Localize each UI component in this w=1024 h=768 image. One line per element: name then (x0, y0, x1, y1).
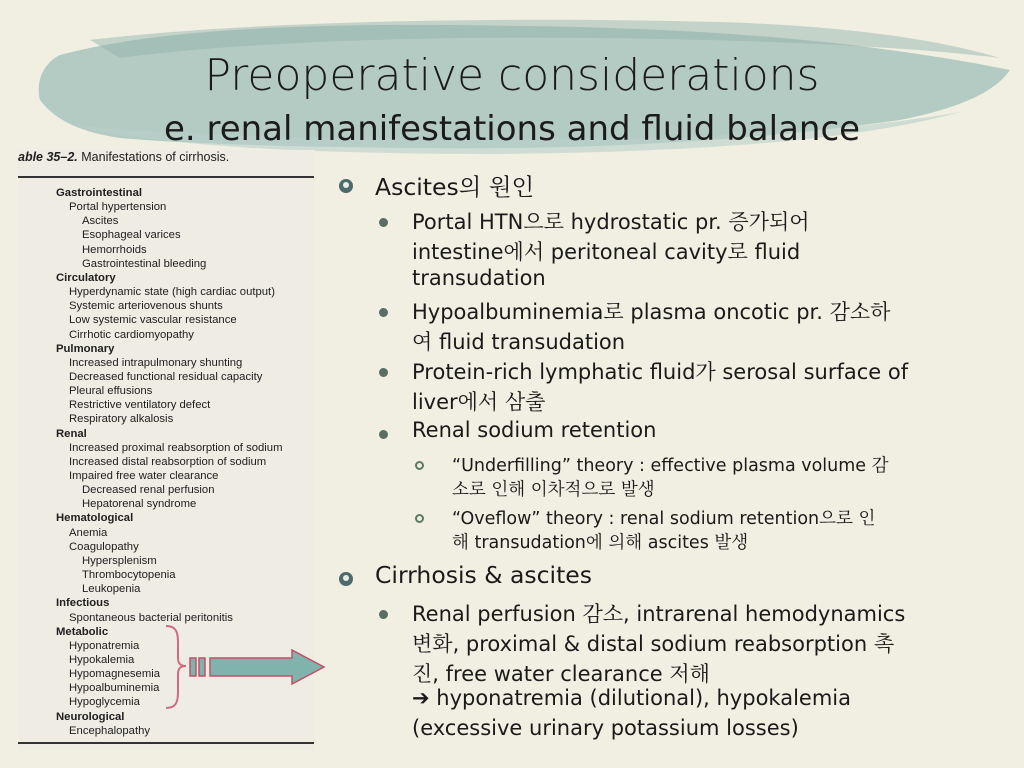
table-bottom-rule (18, 742, 314, 744)
table-row: Encephalopathy (69, 724, 151, 737)
bullet-text: “Oveflow” theory : renal sodium retention으로 인 (452, 509, 876, 529)
bullet-text: transudation (412, 266, 546, 290)
table-category: Neurological (56, 710, 125, 723)
circle-bullet-icon (415, 461, 424, 470)
table-row: Leukopenia (82, 583, 141, 596)
table-row: Hypokalemia (69, 653, 135, 666)
bullet-text: Renal sodium retention (412, 418, 657, 442)
bullet-text: Ascites의 원인 (375, 173, 535, 201)
table-label: able 35–2. (18, 150, 78, 164)
table-row: Low systemic vascular resistance (69, 314, 237, 327)
table-row: Increased intrapulmonary shunting (69, 356, 243, 369)
bullet-text: 진, free water clearance 저해 (412, 662, 710, 686)
table-row: Esophageal varices (82, 229, 181, 242)
arrow-tail-bar-2 (199, 658, 205, 676)
table-row: Hypersplenism (82, 554, 157, 567)
table-category: Hematological (56, 512, 134, 525)
table-top-rule (18, 176, 314, 178)
dot-bullet-icon (379, 218, 388, 227)
right-arrow-icon (210, 650, 324, 684)
dot-bullet-icon (379, 368, 388, 377)
table-category: Infectious (56, 597, 110, 610)
table-row: Decreased functional residual capacity (69, 370, 263, 383)
brace-icon (166, 626, 186, 708)
table-row: Gastrointestinal bleeding (82, 257, 207, 270)
table-row: Ascites (82, 215, 119, 228)
ring-bullet-icon (339, 572, 353, 586)
table-row: Restrictive ventilatory defect (69, 399, 211, 412)
slide-title: Preoperative considerations (204, 50, 820, 101)
table-row: Spontaneous bacterial peritonitis (69, 611, 233, 624)
table-row: Respiratory alkalosis (69, 413, 174, 426)
bullet-text: 변화, proximal & distal sodium reabsorption 촉 (412, 632, 895, 656)
table-row: Hyperdynamic state (high cardiac output) (69, 286, 275, 299)
table-row: Pleural effusions (69, 385, 153, 398)
slide-subtitle: e. renal manifestations and fluid balance (163, 109, 861, 149)
dot-bullet-icon (379, 308, 388, 317)
bullet-text: Cirrhosis & ascites (375, 561, 592, 589)
bullet-text: 해 transudation에 의해 ascites 발생 (452, 533, 749, 553)
dot-bullet-icon (379, 430, 388, 439)
bullet-text: Renal perfusion 감소, intrarenal hemodynamics (412, 602, 906, 626)
table-caption-text: Manifestations of cirrhosis. (81, 150, 230, 164)
bullet-text: (excessive urinary potassium losses) (412, 716, 799, 740)
bullet-text: intestine에서 peritoneal cavity로 fluid (412, 240, 801, 264)
table-row: Hypoglycemia (69, 696, 140, 709)
table-row: Impaired free water clearance (69, 470, 219, 482)
table-row: Hypomagnesemia (69, 668, 161, 681)
arrow-tail-bar-1 (190, 658, 196, 676)
bullet-text: ➔ hyponatremia (dilutional), hypokalemia (412, 686, 851, 710)
ring-bullet-icon (339, 179, 353, 193)
table-row: Hemorrhoids (82, 243, 147, 256)
table-row: Thrombocytopenia (82, 569, 176, 582)
bullet-text: Portal HTN으로 hydrostatic pr. 증가되어 (412, 210, 810, 234)
bullet-text: “Underfilling” theory : effective plasma volume 감 (452, 456, 889, 476)
table-category: Pulmonary (56, 342, 115, 355)
table-row: Hyponatremia (69, 639, 140, 652)
table-caption (18, 150, 229, 164)
table-category: Renal (56, 427, 87, 440)
table-row: Cirrhotic cardiomyopathy (69, 328, 194, 341)
bullet-text: Hypoalbuminemia로 plasma oncotic pr. 감소하 (412, 300, 891, 324)
bullet-text: 소로 인해 이차적으로 발생 (452, 480, 655, 500)
table-category: Gastrointestinal (56, 187, 143, 199)
dot-bullet-icon (379, 610, 388, 619)
table-row: Systemic arteriovenous shunts (69, 300, 223, 313)
table-row: Increased proximal reabsorption of sodium (69, 441, 283, 454)
table-category: Circulatory (56, 271, 116, 284)
table-row: Hepatorenal syndrome (82, 498, 197, 511)
table-row: Increased distal reabsorption of sodium (69, 455, 267, 468)
bullet-text: 여 fluid transudation (412, 330, 626, 354)
bullet-text: Protein-rich lymphatic fluid가 serosal surface of (412, 360, 909, 384)
table-row: Portal hypertension (69, 201, 167, 214)
circle-bullet-icon (415, 514, 424, 523)
table-row: Coagulopathy (69, 540, 139, 553)
table-row: Decreased renal perfusion (82, 484, 215, 497)
table-category: Metabolic (56, 625, 109, 638)
table-row: Hypoalbuminemia (69, 682, 160, 695)
table-row: Anemia (69, 526, 108, 539)
brace-arrow-annotation (160, 620, 330, 720)
bullet-text: liver에서 삼출 (412, 390, 546, 414)
